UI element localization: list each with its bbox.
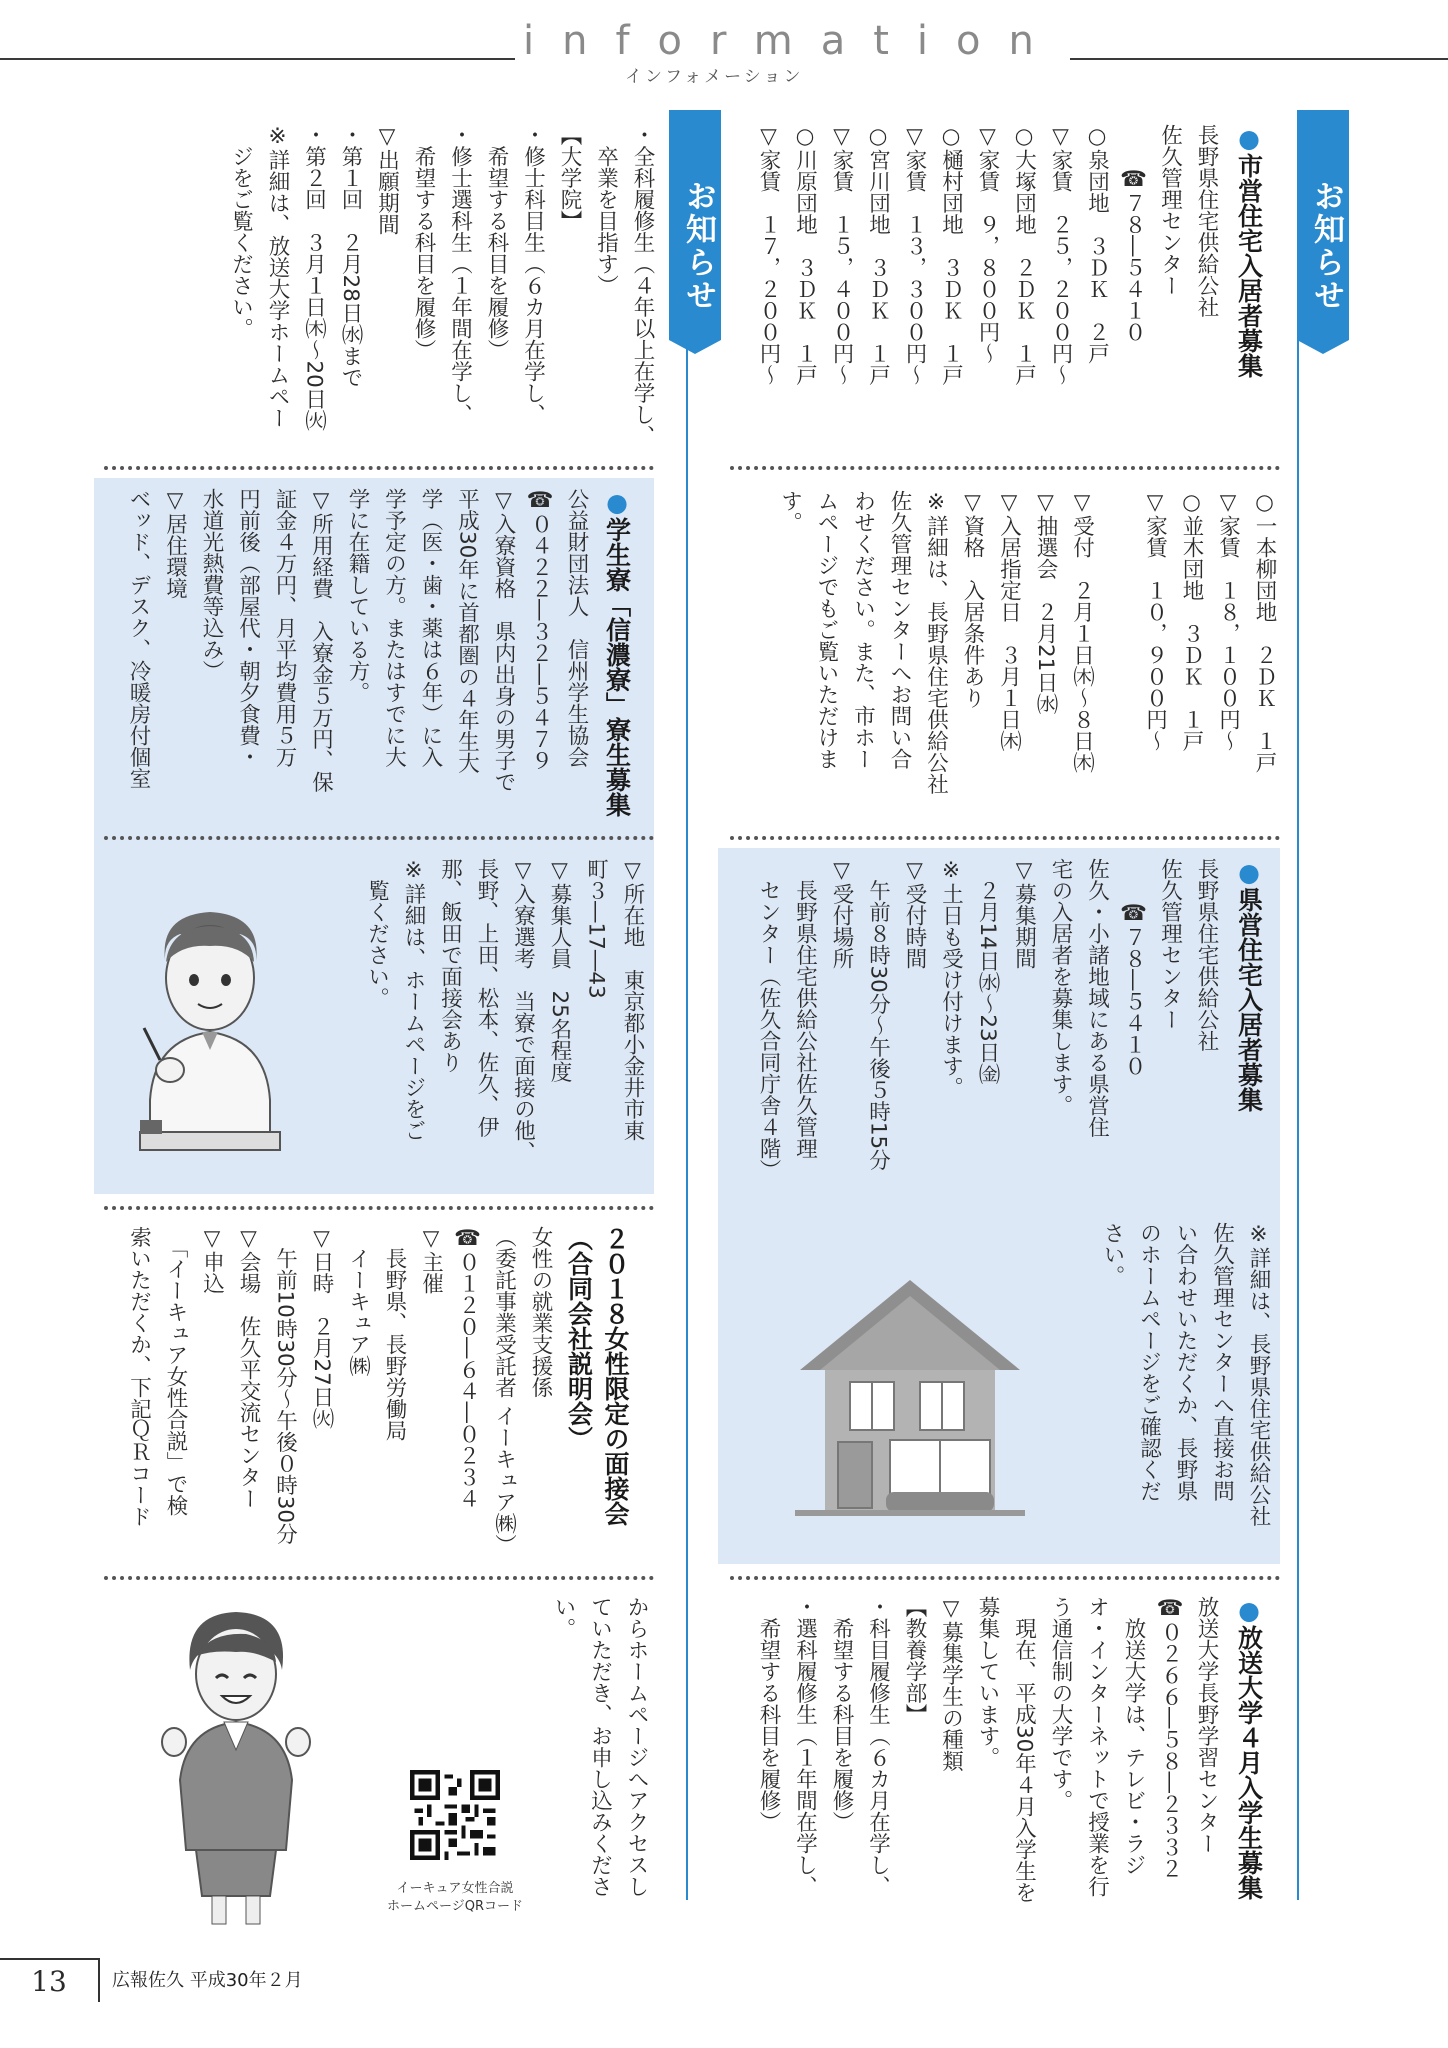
- section-rule: [730, 466, 1280, 470]
- shiei-title: ●市営住宅入居者募集: [1234, 124, 1264, 378]
- gakusei-body: 公益財団法人 信州学生協会 ☎０４２２―３２―５４７９ ▽入寮資格 県内出身の男子で 平成30年に首都圏の４年生大 学（医・歯・薬は６年）に入 学予定の方。またはすでに大 学に在籍している方。 ▽所用経費 入寮金５万円、保 証金４万円、月平均費用５万 円前後（部屋代・朝夕食費・ 水道光熱費等込み） ▽居住環境 ベッド、デスク、冷暖房付個室: [126, 488, 589, 793]
- josei-body: 女性の就業支援係 （委託事業受託者 イーキュア㈱） ☎０１２０―６４―０２３４ ▽主催 長野県、長野労働局 イーキュア㈱ ▽日時 ２月27日㈫ 午前10時30分～午後０時30分 ▽会場 佐久平交流センター ▽申込 「イーキュア女性合説」で検 索いただくか、下記ＱＲコード: [126, 1226, 553, 1556]
- houso-body: 放送大学長野学習センター ☎０２６６―５８―２３３２ 放送大学は、テレビ・ラジ オ・インターネットで授業を行 う通信制の大学です。 現在、平成30年４月入学生を 募集しています。 ▽募集学生の種類 【教養学部】 ・科目履修生（６カ月在学し、 希望する科目を履修） ・選科履修生（１年間在学し、 希望する科目を履修）: [756, 1596, 1219, 1903]
- column-divider-right: [1297, 110, 1299, 1900]
- qr-code[interactable]: [410, 1770, 500, 1860]
- kenei-body-continued: ※詳細は、長野県住宅供給公社 佐久管理センターへ直接お問 い合わせいただくか、長野県 のホームページをご確認くだ さい。: [1100, 1222, 1271, 1527]
- page-number: 13: [0, 1958, 100, 2002]
- qr-caption: イーキュア女性合説 ホームページQRコード: [386, 1881, 523, 1914]
- shiei-body: 長野県住宅供給公社 佐久管理センター ☎７８―５４１０ ○泉団地 ３ＤＫ ２戸 ▽家賃 ２５，２００円～ ○大塚団地 ２ＤＫ １戸 ▽家賃 ９，８００円～ ○樋村団地 ３ＤＫ １戸 ▽家賃 １３，３００円～ ○宮川団地 ３ＤＫ １戸 ▽家賃 １５，４００円～ ○川原団地 ３ＤＫ １戸 ▽家賃 １７，２００円～: [756, 124, 1219, 386]
- oshirase-tag-right: お知らせ: [1297, 110, 1349, 340]
- section-rule: [104, 836, 654, 840]
- publication-name: 広報佐久 平成30年２月: [112, 1970, 303, 1991]
- header-title: information: [515, 18, 1070, 64]
- kenei-body: 長野県住宅供給公社 佐久管理センター ☎７８―５４１０ 佐久・小諸地域にある県営住 宅の入居者を募集します。 ▽募集期間 ２月14日㈬～23日㈮ ※土日も受け付けます。 ▽受付時間 午前８時30分～午後５時15分 ▽受付場所 長野県住宅供給公社佐久管理 センター（佐久合同庁舎４階）: [756, 858, 1219, 1181]
- header-subtitle: インフォメーション: [625, 67, 804, 87]
- section-rule: [730, 836, 1280, 840]
- gakusei-body-continued: ▽所在地 東京都小金井市東 町３―17―43 ▽募集人員 25名程度 ▽入寮選考 当寮で面接の他、 長野、上田、松本、佐久、伊 那、飯田で面接会あり ※詳細は、ホームページをご 覧ください。: [364, 858, 645, 1163]
- section-rule: [730, 1576, 1280, 1580]
- kenei-title: ●県営住宅入居者募集: [1234, 858, 1264, 1112]
- student-illustration: [130, 900, 290, 1170]
- houso-body-continued: ・全科履修生（４年以上在学し、 卒業を目指す） 【大学院】 ・修士科目生（６カ月在学し、 希望する科目を履修） ・修士選科生（１年間在学し、 希望する科目を履修） ▽出願期間 ・第１回 ２月28日㈬まで ・第２回 ３月１日㈭～20日㈫ ※詳細は、放送大学ホームペー ジをご覧ください。: [228, 124, 655, 447]
- houso-title: ●放送大学４月入学生募集: [1234, 1596, 1264, 1900]
- column-divider-left: [686, 110, 688, 1900]
- oshirase-tag-left: お知らせ: [669, 110, 721, 340]
- gakusei-title: ●学生寮「信濃寮」寮生募集: [602, 488, 632, 817]
- shiei-body-continued: ○一本柳団地 ２ＤＫ １戸 ▽家賃 １８，１００円～ ○並木団地 ３ＤＫ １戸 ▽家賃 １０，９００円～ ▽受付 ２月１日㈭～８日㈭ ▽抽選会 ２月21日㈬ ▽入居指定日 ３月１日㈭ ▽資格 入居条件あり ※詳細は、長野県住宅供給公社 佐久管理センターへお問い合 わせください。また、市ホー ムページでもご覧いただけま す。: [777, 490, 1277, 795]
- section-rule: [104, 1576, 654, 1580]
- woman-illustration: [150, 1600, 320, 1930]
- josei-body-continued: からホームページへアクセスし ていただき、お申し込みくださ い。: [551, 1596, 649, 1897]
- section-rule: [104, 1206, 654, 1210]
- house-illustration: [790, 1270, 1030, 1520]
- section-rule: [104, 466, 654, 470]
- josei-title: ２０１８女性限定の面接会 （合同会社説明会）: [564, 1226, 630, 1526]
